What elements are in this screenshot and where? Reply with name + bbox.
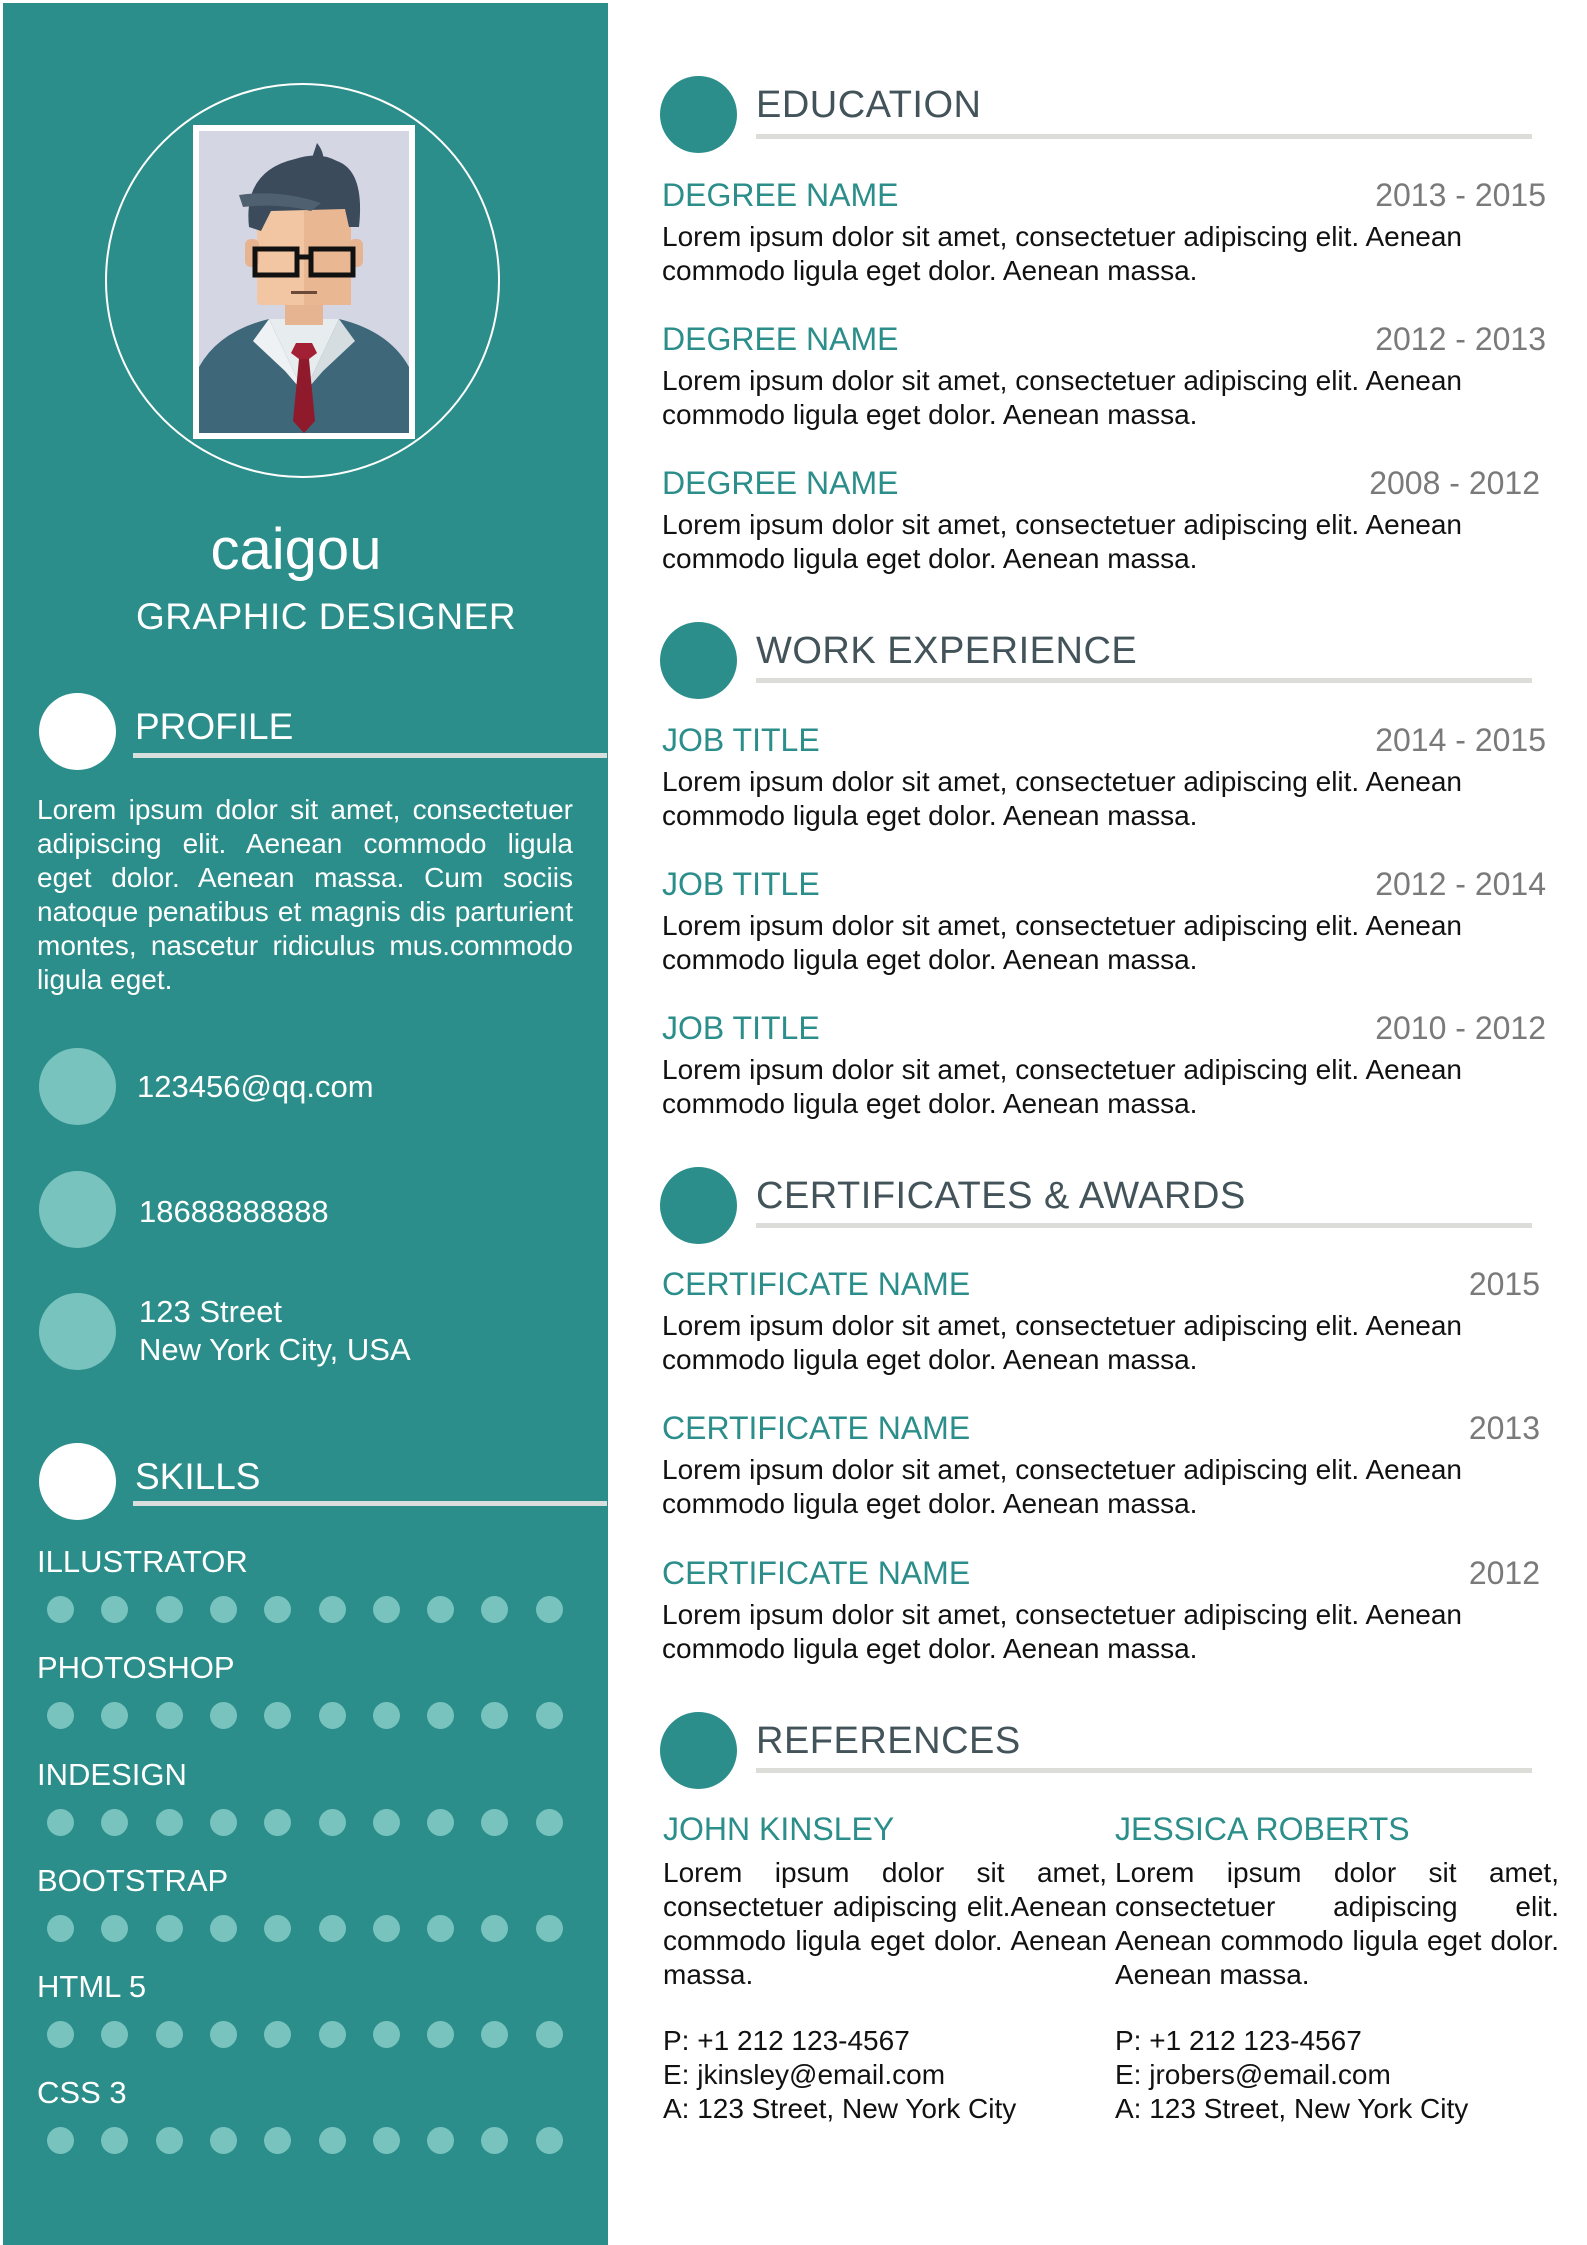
- skill-dot: [156, 1915, 183, 1942]
- references-heading-label: REFERENCES: [756, 1720, 1021, 1762]
- education-heading-rule: [756, 134, 1532, 139]
- skill-dot: [427, 2021, 454, 2048]
- skill-dot: [319, 1809, 346, 1836]
- skills-heading-label: SKILLS: [135, 1456, 261, 1497]
- address-line1: 123 Street: [139, 1294, 283, 1329]
- skill-dot: [481, 2021, 508, 2048]
- skill-name: INDESIGN: [37, 1757, 187, 1792]
- address-line2: New York City, USA: [139, 1332, 411, 1367]
- certificates-heading-dot: [660, 1167, 737, 1244]
- phone-text: 18688888888: [139, 1194, 329, 1229]
- references-heading: [660, 1712, 1532, 1792]
- skill-dot: [373, 2127, 400, 2154]
- reference-phone: P: +1 212 123-4567: [1115, 2025, 1362, 2056]
- work-heading-dot: [660, 622, 737, 699]
- reference-email: E: jkinsley@email.com: [663, 2059, 946, 2090]
- work-heading-rule: [756, 678, 1532, 683]
- entry-description: Lorem ipsum dolor sit amet, consectetuer adipiscing elit. Aenean commodo ligula eget dolor. Aenean massa.: [662, 221, 1462, 286]
- entry-description: Lorem ipsum dolor sit amet, consectetuer adipiscing elit. Aenean commodo ligula eget dolor. Aenean massa.: [662, 365, 1462, 430]
- skill-dot: [156, 1596, 183, 1623]
- skill-dot: [536, 2127, 563, 2154]
- skill-dot: [264, 1596, 291, 1623]
- reference-address: A: 123 Street, New York City: [1115, 2093, 1469, 2124]
- reference-card: [663, 1810, 1107, 2126]
- entry-date: 2015: [1468, 1266, 1540, 1302]
- certificates-heading-label: CERTIFICATES & AWARDS: [756, 1175, 1246, 1217]
- avatar-illustration: [199, 131, 409, 433]
- skill-dot: [47, 1702, 74, 1729]
- skill-dot: [101, 1596, 128, 1623]
- skill-level: [47, 2021, 577, 2049]
- degree-name: DEGREE NAME: [662, 465, 899, 501]
- skill-dot: [319, 1596, 346, 1623]
- skill-name: BOOTSTRAP: [37, 1863, 229, 1898]
- skill-dot: [264, 2021, 291, 2048]
- skill-dot: [156, 1809, 183, 1836]
- reference-email: E: jrobers@email.com: [1115, 2059, 1391, 2090]
- entry-description: Lorem ipsum dolor sit amet, consectetuer adipiscing elit. Aenean commodo ligula eget dolor. Aenean massa.: [662, 910, 1462, 975]
- skill-name: HTML 5: [37, 1969, 147, 2004]
- job-title: JOB TITLE: [662, 1010, 820, 1046]
- location-icon: [39, 1293, 116, 1370]
- work-heading: [660, 622, 1532, 702]
- skill-dot: [47, 2021, 74, 2048]
- references-heading-dot: [660, 1712, 737, 1789]
- entry-description: Lorem ipsum dolor sit amet, consectetuer adipiscing elit. Aenean commodo ligula eget dolor. Aenean massa.: [662, 1454, 1462, 1519]
- profile-text: Lorem ipsum dolor sit amet, consectetuer adipiscing elit. Aenean commodo ligula eget dolor. Aenean massa. Cum sociis natoque penatibus et magnis dis parturient montes, nascetur ridiculus mus.commodo ligula eget.: [37, 794, 573, 995]
- job-title: JOB TITLE: [662, 866, 820, 902]
- reference-card: [1115, 1810, 1559, 2126]
- skill-dot: [210, 1809, 237, 1836]
- reference-name: JESSICA ROBERTS: [1115, 1811, 1410, 1847]
- skill-dot: [156, 2021, 183, 2048]
- reference-name: JOHN KINSLEY: [663, 1811, 895, 1847]
- profile-heading-rule: [133, 753, 607, 758]
- work-heading-label: WORK EXPERIENCE: [756, 630, 1138, 672]
- skill-dot: [536, 2021, 563, 2048]
- skill-dot: [536, 1915, 563, 1942]
- skill-dot: [210, 1915, 237, 1942]
- profile-heading-dot: [39, 693, 116, 770]
- skill-dot: [210, 1702, 237, 1729]
- education-heading: [660, 76, 1532, 156]
- entry-date: 2012 - 2013: [1375, 321, 1546, 357]
- skill-dot: [536, 1702, 563, 1729]
- entry-description: Lorem ipsum dolor sit amet, consectetuer adipiscing elit. Aenean commodo ligula eget dolor. Aenean massa.: [662, 1599, 1462, 1664]
- skill-level: [47, 1809, 577, 1837]
- skill-dot: [319, 1702, 346, 1729]
- person-role: GRAPHIC DESIGNER: [135, 596, 517, 637]
- skills-heading-dot: [39, 1443, 116, 1520]
- reference-description: Lorem ipsum dolor sit amet, consectetuer adipiscing elit. Aenean commodo ligula eget dolor. Aenean massa.: [1115, 1857, 1559, 1990]
- contact-email: [39, 1048, 579, 1126]
- skill-dot: [536, 1809, 563, 1836]
- skill-dot: [373, 1596, 400, 1623]
- skills-heading-rule: [133, 1501, 607, 1506]
- skill-dot: [319, 1915, 346, 1942]
- skill-dot: [319, 2021, 346, 2048]
- phone-icon: [39, 1171, 116, 1248]
- skill-dot: [264, 2127, 291, 2154]
- person-name: caigou: [210, 517, 382, 582]
- entry-date: 2013: [1468, 1410, 1540, 1446]
- entry-date: 2010 - 2012: [1375, 1010, 1546, 1046]
- entry-date: 2012: [1468, 1555, 1540, 1591]
- skill-name: ILLUSTRATOR: [37, 1544, 248, 1579]
- certificate-name: CERTIFICATE NAME: [662, 1410, 971, 1446]
- skills-heading: [39, 1443, 575, 1523]
- skill-level: [47, 1702, 577, 1730]
- skill-dot: [156, 1702, 183, 1729]
- skill-dot: [47, 2127, 74, 2154]
- skill-dot: [319, 2127, 346, 2154]
- skill-level: [47, 1915, 577, 1943]
- reference-phone: P: +1 212 123-4567: [663, 2025, 910, 2056]
- entry-date: 2012 - 2014: [1375, 866, 1546, 902]
- degree-name: DEGREE NAME: [662, 177, 899, 213]
- skill-dot: [481, 1596, 508, 1623]
- skill-dot: [210, 2127, 237, 2154]
- skill-dot: [481, 1809, 508, 1836]
- skill-name: PHOTOSHOP: [37, 1650, 235, 1685]
- skill-dot: [264, 1702, 291, 1729]
- skill-dot: [210, 2021, 237, 2048]
- skill-dot: [47, 1809, 74, 1836]
- email-text: 123456@qq.com: [137, 1069, 374, 1104]
- entry-description: Lorem ipsum dolor sit amet, consectetuer adipiscing elit. Aenean commodo ligula eget dolor. Aenean massa.: [662, 1310, 1462, 1375]
- contact-phone: [39, 1171, 579, 1249]
- profile-heading: [39, 693, 575, 773]
- entry-date: 2013 - 2015: [1375, 177, 1546, 213]
- skill-dot: [373, 1809, 400, 1836]
- sidebar: [3, 3, 608, 2245]
- references-heading-rule: [756, 1768, 1532, 1773]
- skill-level: [47, 2127, 577, 2155]
- certificates-heading: [660, 1167, 1532, 1247]
- certificate-name: CERTIFICATE NAME: [662, 1555, 971, 1591]
- skill-dot: [373, 1702, 400, 1729]
- skill-dot: [101, 1809, 128, 1836]
- skill-dot: [210, 1596, 237, 1623]
- entry-date: 2008 - 2012: [1369, 465, 1540, 501]
- skill-dot: [536, 1596, 563, 1623]
- skill-dot: [264, 1809, 291, 1836]
- skill-dot: [156, 2127, 183, 2154]
- reference-description: Lorem ipsum dolor sit amet, consectetuer adipiscing elit.Aenean commodo ligula eget dolor. Aenean massa.: [663, 1857, 1107, 1990]
- skill-dot: [481, 1702, 508, 1729]
- skill-dot: [101, 1915, 128, 1942]
- skill-dot: [427, 2127, 454, 2154]
- skill-dot: [264, 1915, 291, 1942]
- degree-name: DEGREE NAME: [662, 321, 899, 357]
- skill-dot: [101, 1702, 128, 1729]
- skill-dot: [481, 1915, 508, 1942]
- entry-date: 2014 - 2015: [1375, 722, 1546, 758]
- entry-description: Lorem ipsum dolor sit amet, consectetuer adipiscing elit. Aenean commodo ligula eget dolor. Aenean massa.: [662, 509, 1462, 574]
- skill-dot: [427, 1702, 454, 1729]
- profile-photo: [193, 125, 415, 439]
- skill-dot: [47, 1596, 74, 1623]
- skill-dot: [481, 2127, 508, 2154]
- reference-address: A: 123 Street, New York City: [663, 2093, 1017, 2124]
- skill-dot: [101, 2127, 128, 2154]
- profile-heading-label: PROFILE: [135, 706, 294, 747]
- entry-description: Lorem ipsum dolor sit amet, consectetuer adipiscing elit. Aenean commodo ligula eget dolor. Aenean massa.: [662, 1054, 1462, 1119]
- email-icon: [39, 1048, 116, 1125]
- skill-dot: [373, 1915, 400, 1942]
- education-heading-dot: [660, 76, 737, 153]
- education-heading-label: EDUCATION: [756, 84, 982, 126]
- skill-dot: [373, 2021, 400, 2048]
- certificate-name: CERTIFICATE NAME: [662, 1266, 971, 1302]
- entry-description: Lorem ipsum dolor sit amet, consectetuer adipiscing elit. Aenean commodo ligula eget dolor. Aenean massa.: [662, 766, 1462, 831]
- skill-name: CSS 3: [37, 2075, 127, 2110]
- skill-dot: [101, 2021, 128, 2048]
- skill-dot: [427, 1915, 454, 1942]
- skill-dot: [427, 1809, 454, 1836]
- job-title: JOB TITLE: [662, 722, 820, 758]
- certificates-heading-rule: [756, 1223, 1532, 1228]
- contact-address: [39, 1293, 579, 1371]
- skill-level: [47, 1596, 577, 1624]
- skill-dot: [47, 1915, 74, 1942]
- skill-dot: [427, 1596, 454, 1623]
